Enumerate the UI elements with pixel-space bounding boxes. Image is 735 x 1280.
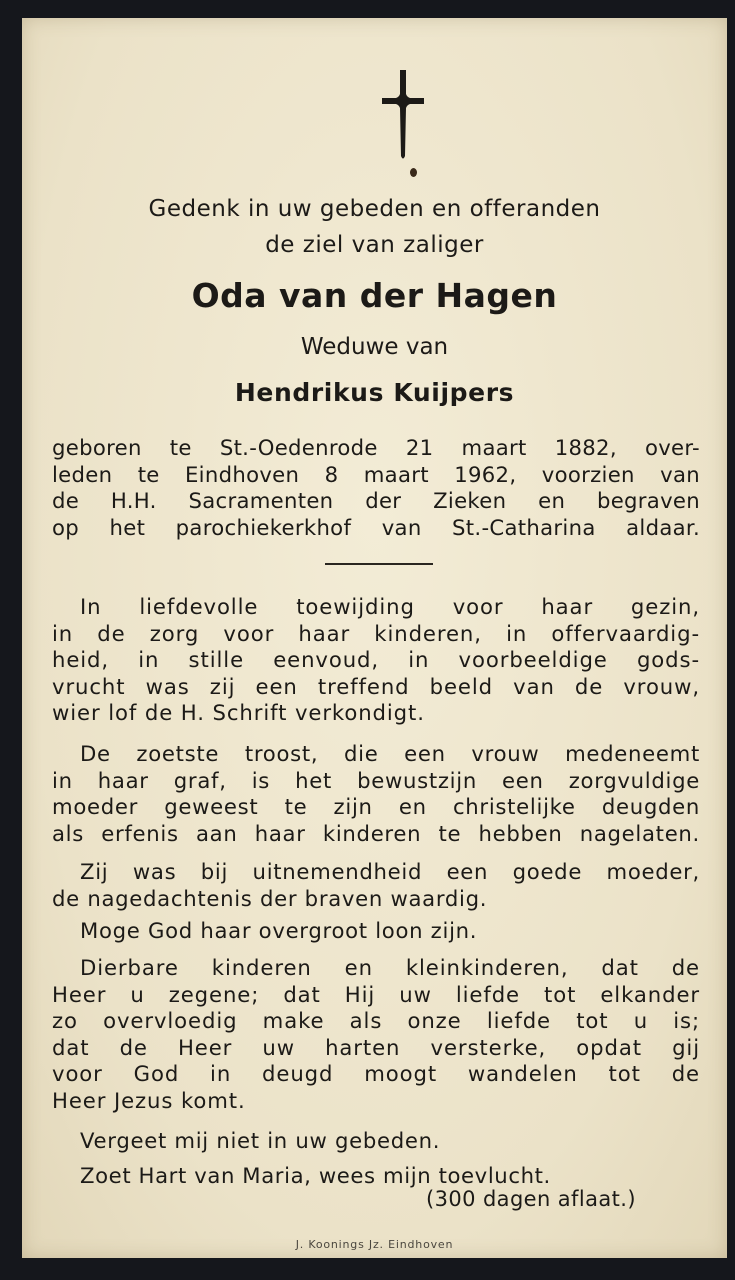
text-line: als erfenis aan haar kinderen te hebben nagelaten. [52, 820, 700, 846]
text-line: Zij was bij uitnemendheid een goede moeder, [80, 859, 700, 884]
text-line: vrucht was zij een treffend beeld van de vrouw, [52, 673, 700, 699]
text-line: de nagedachtenis der braven waardig. [52, 885, 488, 911]
intro-line-1: Gedenk in uw gebeden en offeranden [148, 196, 601, 222]
biography-paragraph [52, 435, 700, 541]
text-line: moeder geweest te zijn en christelijke deugden [52, 794, 700, 819]
text-line: wier lof de H. Schrift verkondigt. [52, 700, 425, 725]
divider [325, 563, 433, 565]
tribute-paragraph-2 [52, 741, 700, 847]
text-line: In liefdevolle toewijding voor haar gezin, [80, 594, 700, 619]
tribute-paragraph-4 [52, 918, 700, 945]
widow-of-label: Weduwe van [300, 334, 449, 360]
tribute-paragraph-6 [52, 1128, 700, 1155]
biography-line: leden te Eindhoven 8 maart 1962, voorzien van [52, 461, 700, 487]
text-line: dat de Heer uw harten versterke, opdat gij [52, 1034, 700, 1060]
indulgence-note: (300 dagen aflaat.) [426, 1187, 636, 1211]
deceased-name: Oda van der Hagen [191, 276, 558, 315]
text-line: Heer u zegene; dat Hij uw liefde tot elkander [52, 981, 700, 1007]
text-line: in de zorg voor haar kinderen, in offervaardig- [52, 620, 700, 646]
cross-icon [378, 68, 428, 163]
text-line: voor God in deugd moogt wandelen tot de [52, 1061, 700, 1086]
text-line: De zoetste troost, die een vrouw medeneemt [80, 741, 700, 766]
text-line: Vergeet mij niet in uw gebeden. [80, 1128, 441, 1153]
biography-line: geboren te St.-Oedenrode 21 maart 1882, over- [52, 435, 700, 460]
text-line: Zoet Hart van Maria, wees mijn toevlucht. [80, 1163, 551, 1188]
text-line: heid, in stille eenvoud, in voorbeeldige gods- [52, 647, 700, 672]
text-line: Heer Jezus komt. [52, 1087, 246, 1113]
memorial-card [22, 18, 727, 1258]
biography-line: op het parochiekerkhof van St.-Catharina aldaar. [52, 514, 700, 540]
intro-line-2: de ziel van zaliger [265, 232, 484, 258]
text-line: Moge God haar overgroot loon zijn. [80, 918, 478, 943]
husband-name: Hendrikus Kuijpers [234, 378, 515, 407]
printer-credit: J. Koonings Jz. Eindhoven [295, 1238, 454, 1251]
tribute-paragraph-3 [52, 859, 700, 912]
text-line: in haar graf, is het bewustzijn een zorgvuldige [52, 767, 700, 793]
text-line: zo overvloedig make als onze liefde tot u is; [52, 1008, 700, 1033]
tribute-paragraph-1 [52, 594, 700, 727]
prayer-paragraph [52, 955, 700, 1114]
text-line: Dierbare kinderen en kleinkinderen, dat de [80, 955, 700, 980]
tribute-paragraph-7 [52, 1163, 700, 1190]
ink-speck [410, 168, 417, 177]
biography-line: de H.H. Sacramenten der Zieken en begraven [52, 488, 700, 513]
